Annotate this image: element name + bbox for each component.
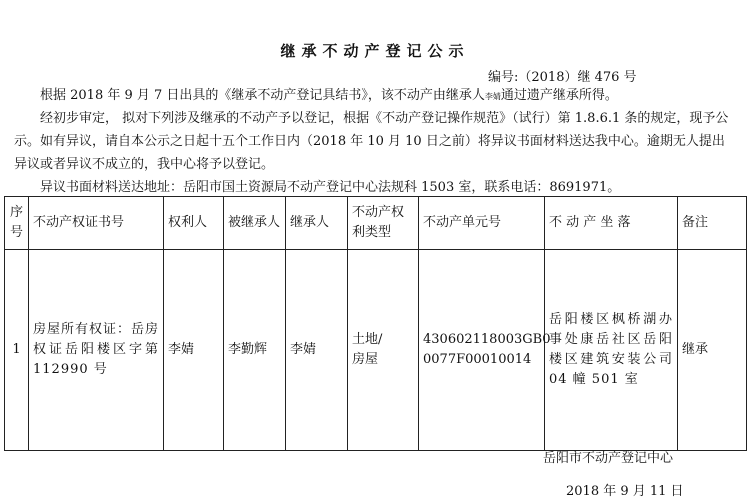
paragraph-notice: 经初步审定， 拟对下列涉及继承的不动产予以登记，根据《不动产登记操作规范》（试行）第 1.8.6.1 条的规定，现予公示。如有异议，请自本公示之日起十五个工作日内（2018 年 10 月 10 日之前）将异议书面材料送达我中心。逾期无人提出异议或者异议不成立的，我中心将予以登记。 [14,111,729,172]
header-unit-no: 不动产单元号 [419,197,545,250]
cell-note: 继承 [678,250,747,451]
header-seq: 序号 [5,197,29,250]
issue-date: 2018 年 9 月 11 日 [566,484,684,499]
unit-no-line1: 430602118003GB0 [423,332,551,347]
header-location: 不 动 产 坐 落 [545,197,678,250]
cell-right-type [348,250,419,451]
right-type-line2: 房屋 [352,352,379,367]
table-header-row [5,197,747,250]
cell-unit-no [419,250,551,451]
intro-text-end: 通过遗产继承所得。 [500,88,618,103]
paragraph-intro [14,84,736,108]
header-note: 备注 [678,197,747,250]
header-holder: 权利人 [164,197,224,250]
right-type-line1: 土地/ [352,332,383,347]
document-number: 编号:（2018）继 476 号 [488,70,637,85]
table-row [5,250,747,451]
property-table [4,196,747,451]
cell-decedent: 李勤辉 [224,250,286,451]
header-decedent: 被继承人 [224,197,286,250]
header-right-type: 不动产权利类型 [348,197,419,250]
issuing-organization: 岳阳市不动产登记中心 [543,451,674,466]
header-cert: 不动产权证书号 [29,197,164,250]
intro-text: 根据 2018 年 9 月 7 日出具的《继承不动产登记具结书》，该不动产由继承人 [40,88,485,103]
cell-holder: 李婧 [164,250,224,451]
cell-seq: 1 [5,250,29,451]
cell-heir: 李婧 [286,250,348,451]
unit-no-line2: 0077F00010014 [423,352,532,367]
heir-name-inline: 李婧 [484,92,501,101]
cell-cert: 房屋所有权证：岳房权证岳阳楼区字第 112990 号 [29,250,164,451]
header-heir: 继承人 [286,197,348,250]
page-title: 继承不动产登记公示 [280,42,470,60]
paragraph-objection-address: 异议书面材料送达地址：岳阳市国土资源局不动产登记中心法规科 1503 室，联系电话：8691971。 [40,180,621,195]
cell-location: 岳阳楼区枫桥湖办事处康岳社区岳阳楼区建筑安装公司 04 幢 501 室 [545,250,678,451]
